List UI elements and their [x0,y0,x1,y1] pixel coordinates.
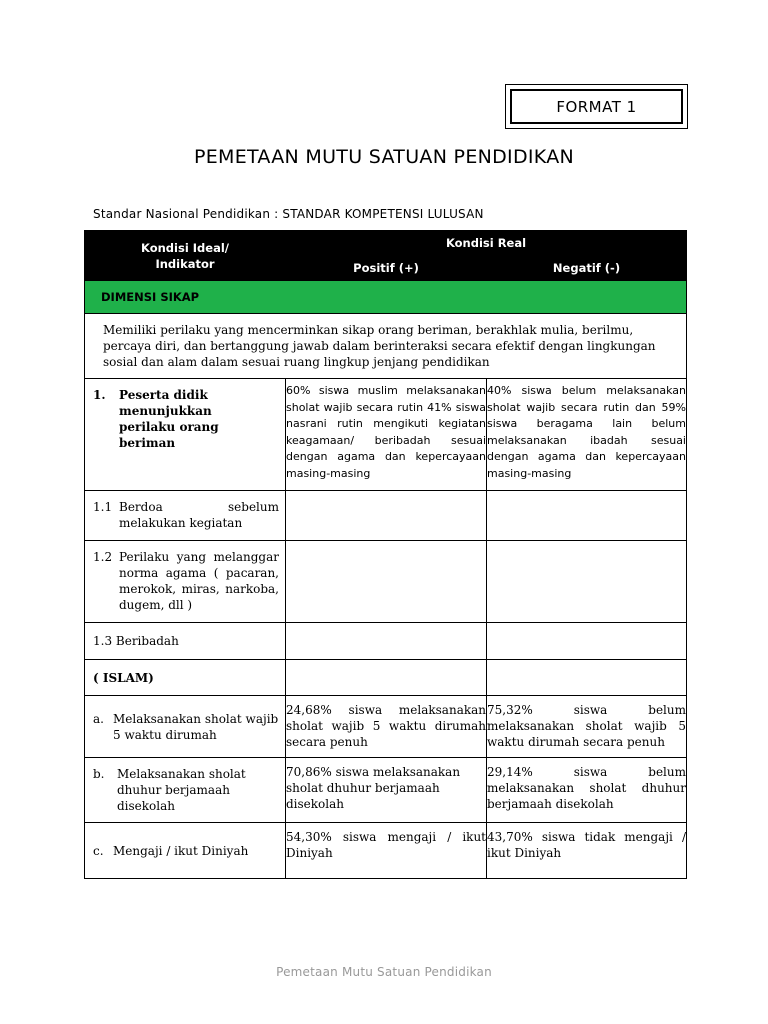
indicator-number: 1.1 [93,500,113,514]
indicator-text: Perilaku yang melanggar norma agama ( pacaran, merokok, miras, narkoba, dugem, dll ) [119,550,279,612]
indicator-cell: ( ISLAM) [85,660,286,696]
positif-cell [286,541,487,623]
indicator-number: 1.2 [93,550,113,564]
indicator-number: b. [93,767,105,781]
indicator-cell [85,541,286,623]
indicator-number: a. [93,711,104,726]
negatif-cell: 75,32% siswa belum melaksanakan sholat wajib 5 waktu dirumah secara penuh [487,696,687,758]
negatif-cell [487,541,687,623]
negatif-cell [487,660,687,696]
header-negatif: Negatif (-) [487,256,687,281]
positif-cell [286,491,487,541]
indicator-cell [85,379,286,491]
indicator-cell [85,696,286,758]
positif-cell: 70,86% siswa melaksanakan sholat dhuhur berjamaah disekolah [286,758,487,823]
indicator-text: Melaksanakan sholat dhuhur berjamaah disekolah [117,767,246,813]
header-kondisi-ideal: Kondisi Ideal/ Indikator [85,231,286,281]
positif-cell: 60% siswa muslim melaksanakan sholat wajib secara rutin 41% siswa nasrani rutin mengikuti kegiatan keagamaan/ beribadah sesuai dengan agama dan kepercayaan masing-masing [286,379,487,491]
positif-cell [286,623,487,660]
section-dimensi-sikap: DIMENSI SIKAP [85,281,687,314]
negatif-cell: 40% siswa belum melaksanakan sholat wajib secara rutin dan 59% siswa beragama lain belum melaksanakan ibadah sesuai dengan agama dan kepercayaan masing-masing [487,379,687,491]
indicator-cell [85,758,286,823]
indicator-text: Melaksanakan sholat wajib 5 waktu dirumah [113,711,279,742]
indicator-cell: 1.3 Beribadah [85,623,286,660]
indicator-number: c. [93,843,104,858]
positif-cell [286,660,487,696]
negatif-cell [487,623,687,660]
page-title: PEMETAAN MUTU SATUAN PENDIDIKAN [193,146,575,168]
header-kondisi-real: Kondisi Real [286,231,687,256]
positif-cell: 24,68% siswa melaksanakan sholat wajib 5 waktu dirumah secara penuh [286,696,487,758]
negatif-cell: 43,70% siswa tidak mengaji / ikut Diniyah [487,823,687,879]
mapping-table [84,230,687,879]
indicator-text: Mengaji / ikut Diniyah [113,843,249,858]
negatif-cell: 29,14% siswa belum melaksanakan sholat dhuhur berjamaah disekolah [487,758,687,823]
indicator-number: 1. [93,388,106,402]
indicator-text: Peserta didik menunjukkan perilaku orang beriman [119,388,219,450]
indicator-text: Berdoa sebelum melakukan kegiatan [119,500,279,530]
page-subtitle: Standar Nasional Pendidikan : STANDAR KOMPETENSI LULUSAN [93,207,484,221]
positif-cell: 54,30% siswa mengaji / ikut Diniyah [286,823,487,879]
page-footer: Pemetaan Mutu Satuan Pendidikan [276,965,492,979]
header-positif: Positif (+) [286,256,487,281]
section-description: Memiliki perilaku yang mencerminkan sikap orang beriman, berakhlak mulia, berilmu, percaya diri, dan bertanggung jawab dalam berinteraksi secara efektif dengan lingkungan sosial dan alam dalam sesuai ruang lingkup jenjang pendidikan [85,314,687,379]
negatif-cell [487,491,687,541]
indicator-cell [85,823,286,879]
format-label: FORMAT 1 [510,89,683,124]
format-label-box [505,84,688,129]
indicator-cell [85,491,286,541]
